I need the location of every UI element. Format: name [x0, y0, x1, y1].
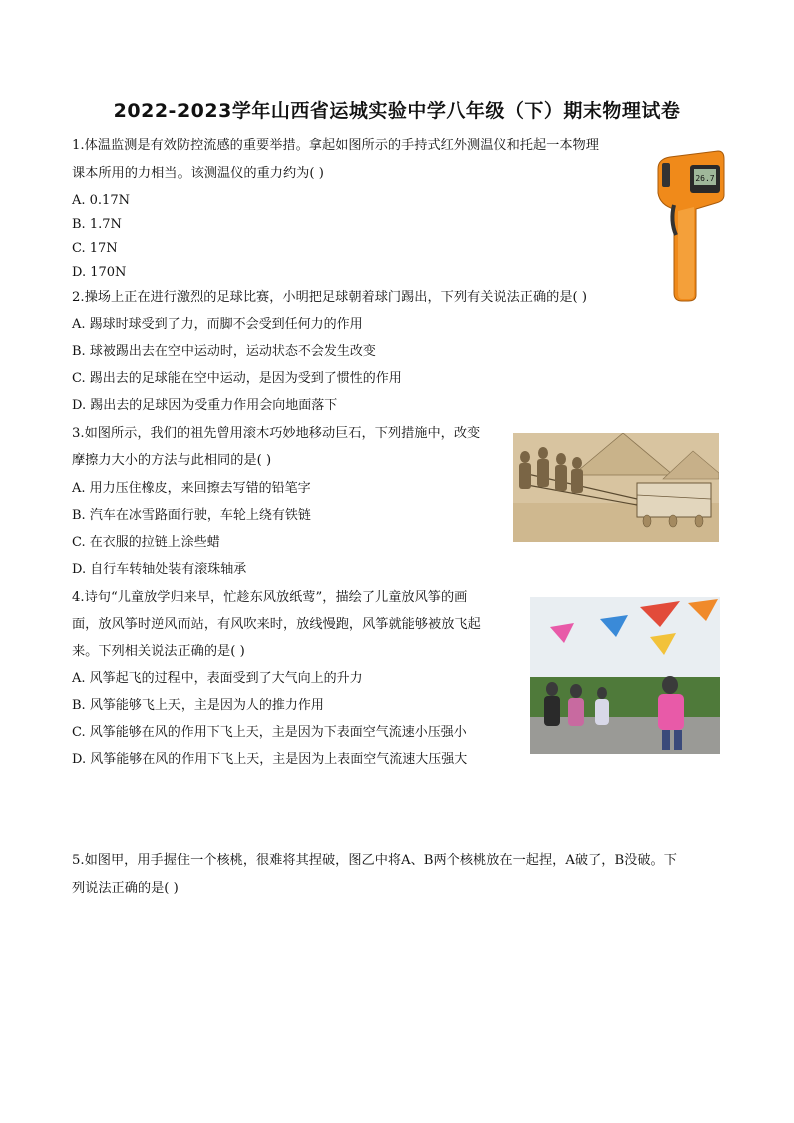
q1-option-a: A. 0.17N [72, 193, 130, 208]
q3-option-a: A. 用力压住橡皮，来回擦去写错的铅笔字 [72, 481, 311, 496]
q1-option-c: C. 17N [72, 241, 118, 256]
q5-stem-line2: 列说法正确的是( ) [72, 881, 179, 896]
q2-option-b: B. 球被踢出去在空中运动时，运动状态不会发生改变 [72, 344, 376, 359]
q2-option-d: D. 踢出去的足球因为受重力作用会向地面落下 [72, 398, 338, 413]
q1-stem-line2: 课本所用的力相当。该测温仪的重力约为( ) [72, 166, 324, 181]
q1-option-b: B. 1.7N [72, 217, 122, 232]
q3-option-c: C. 在衣服的拉链上涂些蜡 [72, 535, 220, 550]
infrared-thermometer-figure [648, 145, 728, 305]
q4-option-a: A. 风筝起飞的过程中，表面受到了大气向上的升力 [72, 671, 363, 686]
q2-option-c: C. 踢出去的足球能在空中运动，是因为受到了惯性的作用 [72, 371, 402, 386]
q4-stem-line3: 来。下列相关说法正确的是( ) [72, 644, 245, 659]
q3-stem-line2: 摩擦力大小的方法与此相同的是( ) [72, 453, 272, 468]
q4-option-b: B. 风筝能够飞上天，主是因为人的推力作用 [72, 698, 324, 713]
thermometer-display-reading: 26.7 [695, 174, 715, 183]
q4-stem-line1: 4.诗句“儿童放学归来早，忙趁东风放纸莺”，描绘了儿童放风筝的画 [72, 590, 468, 605]
q2-stem: 2.操场上正在进行激烈的足球比赛，小明把足球朝着球门踢出，下列有关说法正确的是( ) [72, 290, 587, 305]
q1-stem-line1: 1.体温监测是有效防控流感的重要举措。拿起如图所示的手持式红外测温仪和托起一本物理 [72, 138, 599, 153]
q4-option-c: C. 风筝能够在风的作用下飞上天，主是因为下表面空气流速小压强小 [72, 725, 467, 740]
exam-title: 2022-2023学年山西省运城实验中学八年级（下）期末物理试卷 [113, 100, 681, 122]
q1-option-d: D. 170N [72, 265, 127, 280]
q2-option-a: A. 踢球时球受到了力，而脚不会受到任何力的作用 [72, 317, 363, 332]
q5-stem-line1: 5.如图甲，用手握住一个核桃，很难将其捏破，图乙中将A、B两个核桃放在一起捏，A破了，B没破。下 [72, 853, 677, 868]
q4-stem-line2: 面，放风筝时逆风而站，有风吹来时，放线慢跑，风筝就能够被放飞起 [72, 617, 481, 632]
q4-option-d: D. 风筝能够在风的作用下飞上天，主是因为上表面空气流速大压强大 [72, 752, 468, 767]
q3-stem-line1: 3.如图所示，我们的祖先曾用滚木巧妙地移动巨石，下列措施中，改变 [72, 426, 481, 441]
rolling-logs-illustration [513, 433, 719, 542]
children-flying-kites-photo [530, 597, 720, 754]
q3-option-b: B. 汽车在冰雪路面行驶，车轮上绕有铁链 [72, 508, 311, 523]
q3-option-d: D. 自行车转轴处装有滚珠轴承 [72, 562, 247, 577]
